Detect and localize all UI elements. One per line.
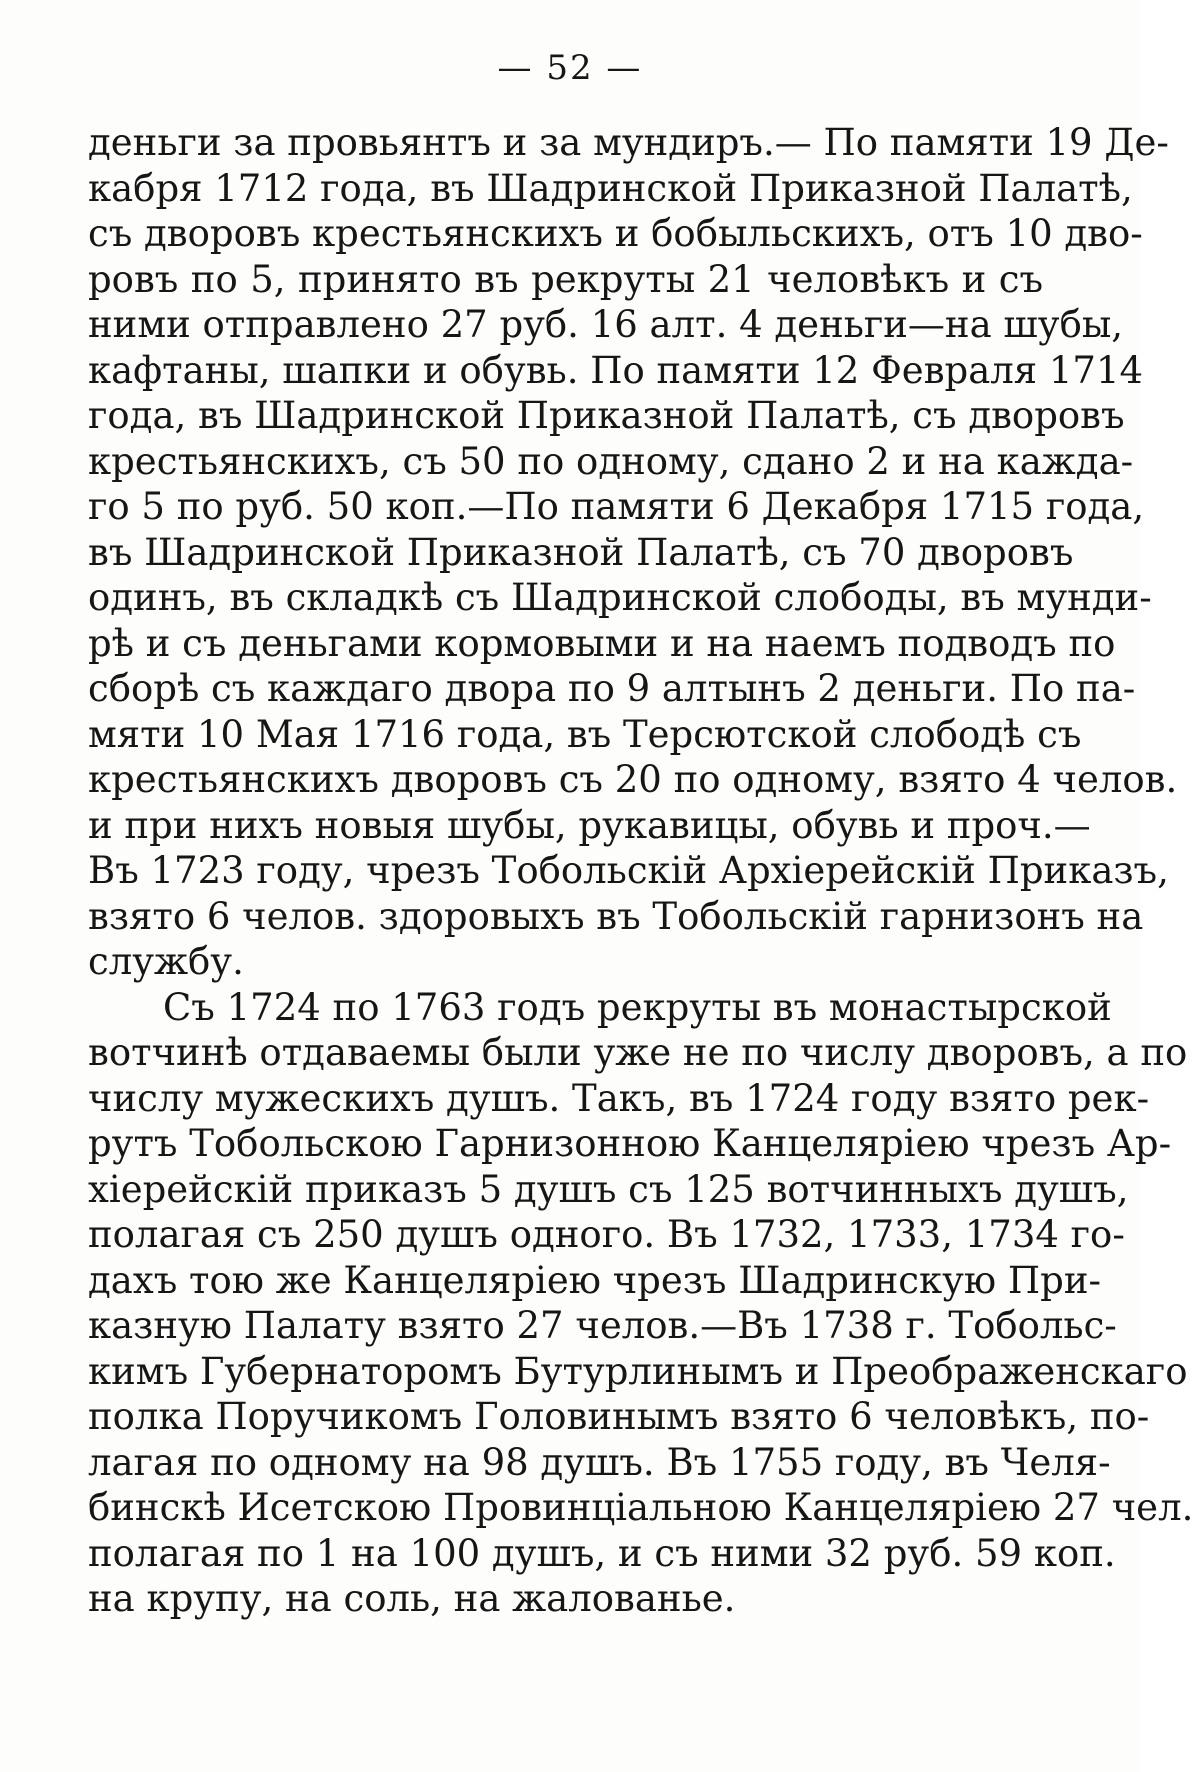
text-line: года, въ Шадринской Приказной Палатѣ, съ дворовъ: [88, 394, 1125, 437]
text-line: лагая по одному на 98 душъ. Въ 1755 году, въ Челя-: [88, 1440, 1111, 1484]
text-line: ними отправлено 27 руб. 16 алт. 4 деньги—на шубы,: [88, 303, 1124, 346]
text-line: полагая по 1 на 100 душъ, и съ ними 32 руб. 59 коп.: [88, 1531, 1116, 1575]
text-line: полагая съ 250 душъ одного. Въ 1732, 1733, 1734 го-: [88, 1213, 1125, 1256]
text-line: рутъ Тобольскою Гарнизонною Канцеляріею чрезъ Ар-: [88, 1122, 1172, 1165]
text-line: мяти 10 Мая 1716 года, въ Терсютской слободѣ съ: [88, 712, 1082, 756]
text-line: на крупу, на соль, на жалованье.: [88, 1577, 736, 1620]
text-line: казную Палату взято 27 челов.—Въ 1738 г. Тобольс-: [88, 1304, 1117, 1347]
text-line: въ Шадринской Приказной Палатѣ, съ 70 дворовъ: [88, 530, 1074, 574]
text-line: взято 6 челов. здоровыхъ въ Тобольскій гарнизонъ на: [88, 894, 1144, 938]
text-line: ровъ по 5, принято въ рекруты 21 человѣкъ и съ: [88, 257, 1043, 301]
text-line: Въ 1723 году, чрезъ Тобольскій Архіерейскій Приказъ,: [88, 849, 1169, 892]
text-line: хіерейскій приказъ 5 душъ съ 125 вотчинныхъ душъ,: [88, 1167, 1129, 1211]
text-line: дахъ тою же Канцеляріею чрезъ Шадринскую При-: [88, 1258, 1102, 1302]
text-line: службу.: [88, 940, 244, 983]
text-line: го 5 по руб. 50 коп.—По памяти 6 Декабря 1715 года,: [88, 485, 1145, 528]
text-line: числу мужескихъ душъ. Такъ, въ 1724 году взято рек-: [88, 1076, 1150, 1120]
text-line: полка Поручикомъ Головинымъ взято 6 человѣкъ, по-: [88, 1395, 1150, 1438]
text-line: кабря 1712 года, въ Шадринской Приказной Палатѣ,: [88, 166, 1133, 210]
paragraph-1: [88, 120, 1178, 985]
text-line: рѣ и съ деньгами кормовыми и на наемъ подводъ по: [88, 621, 1116, 665]
text-line: кафтаны, шапки и обувь. По памяти 12 Февраля 1714: [88, 348, 1144, 392]
text-line: одинъ, въ складкѣ съ Шадринской слободы, въ мунди-: [88, 576, 1152, 619]
text-line: сборѣ съ каждаго двора по 9 алтынъ 2 деньги. По па-: [88, 667, 1136, 710]
text-line: вотчинѣ отдаваемы были уже не по числу дворовъ, а по: [88, 1031, 1188, 1074]
text-line: деньги за провьянтъ и за мундиръ.— По памяти 19 Де-: [88, 121, 1169, 164]
text-line: кимъ Губернаторомъ Бутурлинымъ и Преображенскаго: [88, 1349, 1188, 1393]
page-number: — 52 —: [497, 48, 643, 88]
text-line: крестьянскихъ дворовъ съ 20 по одному, взято 4 челов.: [88, 758, 1178, 801]
text-line: Съ 1724 по 1763 годъ рекруты въ монастырской: [163, 985, 1112, 1029]
text-line: съ дворовъ крестьянскихъ и бобыльскихъ, отъ 10 дво-: [88, 212, 1143, 255]
paragraph-2: [88, 985, 1193, 1622]
text-line: и при нихъ новыя шубы, рукавицы, обувь и проч.—: [88, 803, 1091, 847]
text-line: крестьянскихъ, съ 50 по одному, сдано 2 и на каждa-: [88, 439, 1134, 483]
text-block: [88, 120, 1193, 1622]
text-line: бинскѣ Исетскою Провинціальною Канцеляріею 27 чел.: [88, 1486, 1193, 1529]
